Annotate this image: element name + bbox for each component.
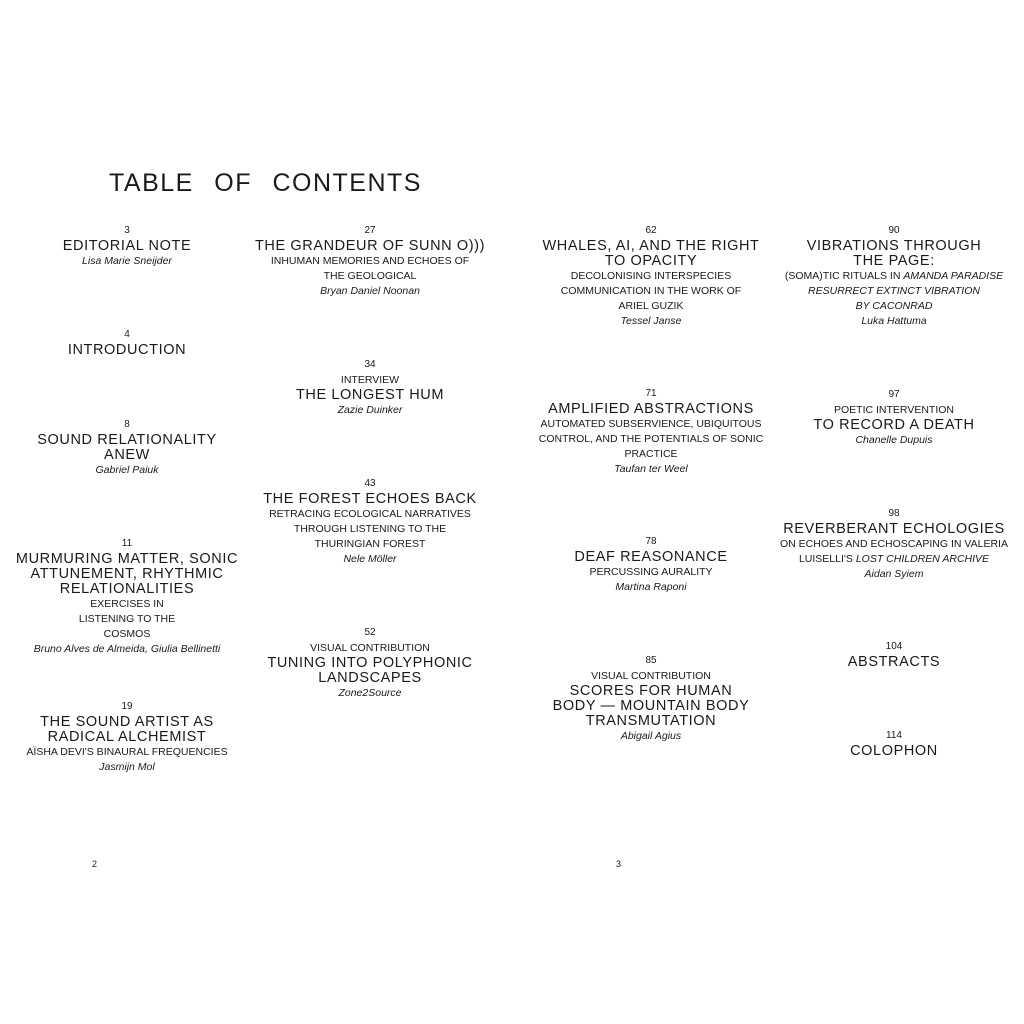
entry-author: Taufan ter Weel — [614, 463, 688, 475]
toc-entry-amplified-abstractions — [526, 387, 776, 477]
toc-entry-record-death — [769, 388, 1019, 448]
entry-subtitle: DECOLONISING INTERSPECIES COMMUNICATION IN THE WORK OF ARIEL GUZIK — [560, 270, 742, 312]
entry-page-number: 43 — [364, 478, 376, 489]
toc-column-3 — [526, 0, 776, 1024]
toc-entry-forest-echoes — [245, 477, 495, 567]
entry-title: WHALES, AI, AND THE RIGHT TO OPACITY — [542, 238, 760, 269]
entry-page-number: 71 — [645, 388, 657, 399]
entry-page-number: 114 — [886, 730, 902, 741]
entry-page-number: 8 — [124, 419, 130, 430]
toc-entry-colophon — [769, 729, 1019, 759]
entry-author: Zazie Duinker — [337, 404, 403, 416]
entry-page-number: 62 — [645, 225, 657, 236]
entry-author: Zone2Source — [338, 687, 402, 699]
entry-kicker: POETIC INTERVENTION — [834, 404, 954, 416]
entry-page-number: 27 — [364, 225, 376, 236]
entry-title: REVERBERANT ECHOLOGIES — [783, 521, 1005, 537]
entry-subtitle-line: RESURRECT EXTINCT VIBRATION — [808, 285, 980, 297]
toc-entry-abstracts — [769, 640, 1019, 670]
entry-subtitle-line — [769, 552, 1019, 567]
subtitle-italic-text: AMANDA PARADISE — [903, 270, 1004, 282]
entry-title: COLOPHON — [850, 743, 938, 759]
entry-subtitle-line: BY CACONRAD — [855, 300, 933, 312]
entry-page-number: 3 — [124, 225, 130, 236]
toc-entry-scores-human-body — [526, 654, 776, 744]
entry-page-number: 11 — [121, 538, 133, 549]
entry-page-number: 4 — [124, 329, 130, 340]
entry-subtitle: INHUMAN MEMORIES AND ECHOES OF THE GEOLOGICAL — [270, 255, 470, 282]
toc-entry-deaf-reasonance — [526, 535, 776, 595]
entry-title: THE GRANDEUR OF SUNN O))) — [254, 238, 486, 254]
page-number-right: 3 — [616, 859, 622, 869]
toc-column-1 — [2, 0, 252, 1024]
toc-entry-grandeur-sunn — [245, 224, 495, 299]
entry-author: Aidan Syiem — [864, 568, 924, 580]
entry-title: DEAF REASONANCE — [574, 549, 728, 565]
entry-author: Bryan Daniel Noonan — [320, 285, 420, 297]
entry-author: Chanelle Dupuis — [855, 434, 933, 446]
toc-entry-polyphonic-landscapes — [245, 626, 495, 701]
entry-title: ABSTRACTS — [847, 654, 941, 670]
entry-title: THE FOREST ECHOES BACK — [263, 491, 477, 507]
entry-page-number: 52 — [364, 627, 376, 638]
toc-entry-editorial-note — [2, 224, 252, 269]
entry-page-number: 97 — [888, 389, 900, 400]
toc-entry-introduction — [2, 328, 252, 358]
toc-entry-sound-relationality — [2, 418, 252, 478]
entry-title: TUNING INTO POLYPHONIC LANDSCAPES — [267, 655, 473, 686]
entry-title: EDITORIAL NOTE — [62, 238, 192, 254]
subtitle-text: (SOMA)TIC RITUALS IN — [784, 270, 904, 282]
entry-subtitle: PERCUSSING AURALITY — [589, 566, 713, 578]
entry-kicker: VISUAL CONTRIBUTION — [310, 642, 430, 654]
entry-page-number: 85 — [645, 655, 657, 666]
toc-entry-whales-ai — [526, 224, 776, 329]
entry-kicker: INTERVIEW — [340, 374, 400, 386]
toc-entry-sound-artist — [2, 700, 252, 775]
entry-author: Jasmijn Mol — [99, 761, 155, 773]
entry-title: INTRODUCTION — [67, 342, 187, 358]
toc-column-4 — [769, 0, 1019, 1024]
entry-page-number: 90 — [888, 225, 900, 236]
entry-title: SOUND RELATIONALITY ANEW — [37, 432, 217, 463]
entry-kicker: VISUAL CONTRIBUTION — [591, 670, 711, 682]
entry-title: TO RECORD A DEATH — [813, 417, 975, 433]
entry-page-number: 98 — [888, 508, 900, 519]
entry-title: THE SOUND ARTIST AS RADICAL ALCHEMIST — [40, 714, 214, 745]
entry-author: Bruno Alves de Almeida, Giulia Bellinetti — [33, 643, 221, 655]
subtitle-text: LUISELLI'S — [798, 553, 856, 565]
entry-page-number: 19 — [121, 701, 133, 712]
entry-title: SCORES FOR HUMAN BODY — MOUNTAIN BODY TRANSMUTATION — [552, 683, 750, 729]
entry-author: Lisa Marie Sneijder — [82, 255, 172, 267]
entry-subtitle: RETRACING ECOLOGICAL NARRATIVES THROUGH LISTENING TO THE THURINGIAN FOREST — [269, 508, 471, 550]
entry-author: Abigail Agius — [620, 730, 682, 742]
entry-subtitle: EXERCISES IN LISTENING TO THE COSMOS — [78, 598, 176, 640]
toc-heading: TABLE OF CONTENTS — [109, 169, 422, 197]
toc-column-2 — [245, 0, 495, 1024]
entry-subtitle: AUTOMATED SUBSERVIENCE, UBIQUITOUS CONTROL, AND THE POTENTIALS OF SONIC PRACTICE — [538, 418, 764, 460]
toc-entry-longest-hum — [245, 358, 495, 418]
subtitle-italic-text: LOST CHILDREN ARCHIVE — [855, 553, 990, 565]
entry-title: AMPLIFIED ABSTRACTIONS — [548, 401, 754, 417]
entry-subtitle-line — [754, 269, 1024, 284]
entry-author: Tessel Janse — [620, 315, 682, 327]
entry-author: Luka Hattuma — [861, 315, 927, 327]
toc-entry-vibrations-page — [769, 224, 1019, 329]
entry-title: VIBRATIONS THROUGH THE PAGE: — [806, 238, 982, 269]
toc-entry-reverberant-echologies — [769, 507, 1019, 582]
entry-subtitle: AÏSHA DEVI'S BINAURAL FREQUENCIES — [26, 746, 228, 758]
entry-author: Martina Raponi — [615, 581, 687, 593]
entry-page-number: 34 — [364, 359, 376, 370]
entry-page-number: 78 — [645, 536, 657, 547]
entry-author: Nele Möller — [343, 553, 397, 565]
entry-subtitle-line: ON ECHOES AND ECHOSCAPING IN VALERIA — [780, 538, 1008, 550]
entry-author: Gabriel Paiuk — [95, 464, 159, 476]
entry-title: THE LONGEST HUM — [295, 387, 445, 403]
entry-page-number: 104 — [885, 641, 903, 652]
toc-entry-murmuring-matter — [2, 537, 252, 657]
page-number-left: 2 — [92, 859, 98, 869]
entry-title: MURMURING MATTER, SONIC ATTUNEMENT, RHYTHMIC RELATIONALITIES — [15, 551, 239, 597]
